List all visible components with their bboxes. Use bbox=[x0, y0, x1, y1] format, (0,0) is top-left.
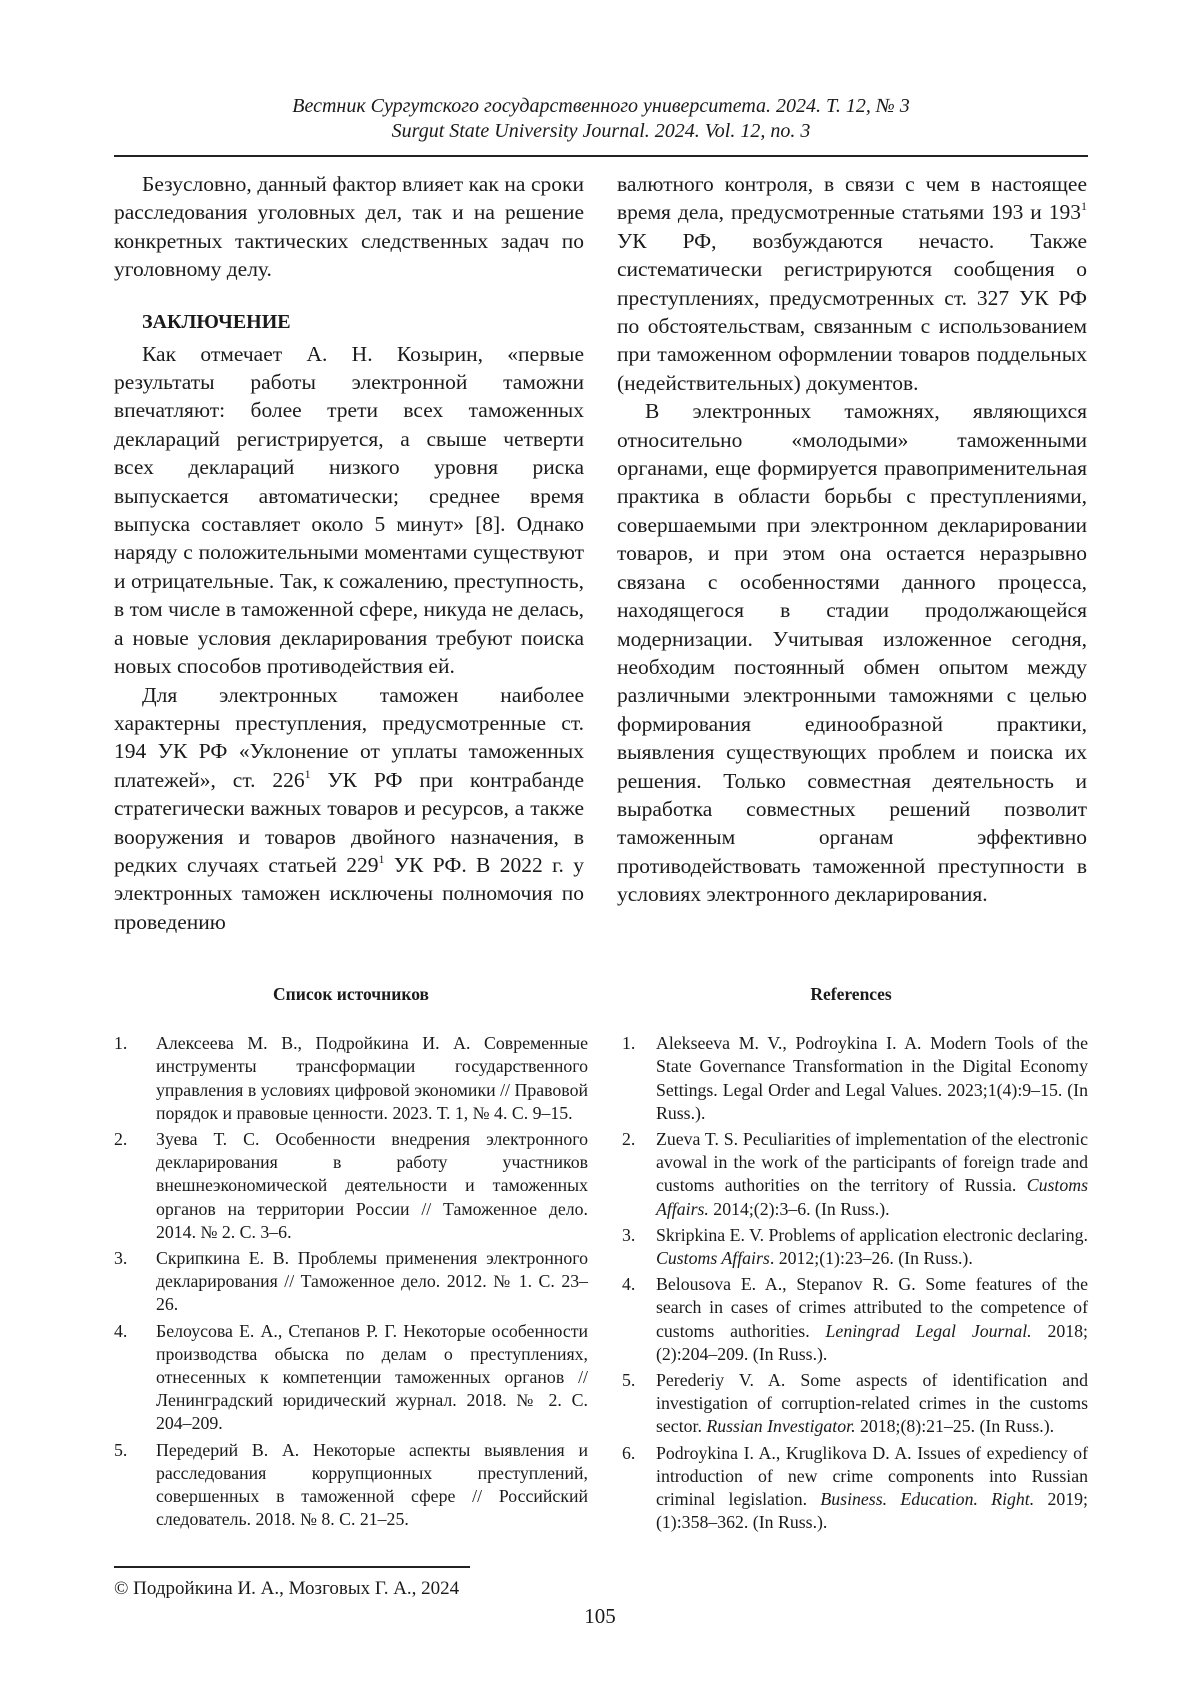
list-item: 1. Alekseeva M. V., Podroykina I. A. Modern Tools of the State Governance Transformation in the Digital Economy Settings. Legal Order and Legal Values. 2023;1(4):9–15. (In Russ.). bbox=[614, 1032, 1088, 1125]
copyright-footnote: © Подройкина И. А., Мозговых Г. А., 2024 bbox=[114, 1578, 459, 1600]
list-item: 6. Podroykina I. A., Kruglikova D. A. Issues of expediency of introduction of new crime components into Russian criminal legislation. Business. Education. Right. 2019;(1):358–362. (In Russ.). bbox=[614, 1442, 1088, 1535]
paragraph: Для электронных таможен наиболее характерны преступления, предусмотренные ст. 194 УК РФ «Уклонение от уплаты таможенных платежей», ст. 2261 УК РФ при контрабанде стратегически важных товаров и ресурсов, а также вооружения и товаров двойного назначения, в редких случаях статьей 2291 УК РФ. В 2022 г. у электронных таможен исключены полномочия по проведению bbox=[114, 681, 584, 937]
paragraph: Как отмечает А. Н. Козырин, «первые результаты работы электронной таможни впечатляют: более трети всех таможенных деклараций регистрируется, а свыше четверти всех деклараций низкого уровня риска выпускается автоматически; среднее время выпуска составляет около 5 минут» [8]. Однако наряду с положительными моментами существуют и отрицательные. Так, к сожалению, преступность, в том числе в таможенной сфере, никуда не делась, а новые условия декларирования требуют поиска новых способов противодействия ей. bbox=[114, 340, 584, 681]
list-item: 5. Передерий В. А. Некоторые аспекты выявления и расследования коррупционных преступлений, совершенных в таможенной сфере // Российский следователь. 2018. № 8. С. 21–25. bbox=[114, 1439, 588, 1532]
body-column-left bbox=[114, 170, 584, 936]
body-column-right bbox=[617, 170, 1087, 909]
journal-title-en: Surgut State University Journal. 2024. Vol. 12, no. 3 bbox=[114, 119, 1088, 144]
list-item: 5. Perederiy V. A. Some aspects of identification and investigation of corruption-related crimes in the customs sector. Russian Investigator. 2018;(8):21–25. (In Russ.). bbox=[614, 1369, 1088, 1439]
footnote-divider bbox=[114, 1566, 470, 1568]
paragraph: валютного контроля, в связи с чем в настоящее время дела, предусмотренные статьями 193 и 1931 УК РФ, возбуждаются нечасто. Также систематически регистрируются сообщения о преступлениях, предусмотренных ст. 327 УК РФ по обстоятельствам, связанным с использованием при таможенном оформлении товаров поддельных (недействительных) документов. bbox=[617, 170, 1087, 397]
references-title: References bbox=[614, 983, 1088, 1006]
page-number: 105 bbox=[0, 1604, 1200, 1629]
references-list bbox=[614, 1032, 1088, 1534]
journal-title-ru: Вестник Сургутского государственного университета. 2024. Т. 12, № 3 bbox=[114, 94, 1088, 119]
list-item: 2. Зуева Т. С. Особенности внедрения электронного декларирования в работу участников внешнеэкономической деятельности и таможенных органов на территории России // Таможенное дело. 2014. № 2. С. 3–6. bbox=[114, 1128, 588, 1244]
list-item: 3. Skripkina E. V. Problems of application electronic declaring. Customs Affairs. 2012;(1):23–26. (In Russ.). bbox=[614, 1224, 1088, 1270]
paragraph: В электронных таможнях, являющихся относительно «молодыми» таможенными органами, еще формируется правоприменительная практика в области борьбы с преступлениями, совершаемыми при электронном декларировании товаров, и при этом она остается неразрывно связана с особенностями данного процесса, находящегося в стадии продолжающейся модернизации. Учитывая изложенное сегодня, необходим постоянный обмен опытом между различными электронными таможнями с целью формирования единообразной практики, выявления существующих проблем и поиска их решения. Только совместная деятельность и выработка совместных решений позволит таможенным органам эффективно противодействовать таможенной преступности в условиях электронного декларирования. bbox=[617, 397, 1087, 908]
list-item: 4. Белоусова Е. А., Степанов Р. Г. Некоторые особенности производства обыска по делам о преступлениях, отнесенных к компетенции таможенных органов // Ленинградский юридический журнал. 2018. № 2. С. 204–209. bbox=[114, 1320, 588, 1436]
paragraph: Безусловно, данный фактор влияет как на сроки расследования уголовных дел, так и на решение конкретных тактических следственных задач по уголовному делу. bbox=[114, 170, 584, 284]
list-item: 3. Скрипкина Е. В. Проблемы применения электронного декларирования // Таможенное дело. 2012. № 1. С. 23–26. bbox=[114, 1247, 588, 1317]
list-item: 4. Belousova E. A., Stepanov R. G. Some features of the search in cases of crimes attributed to the competence of customs authorities. Leningrad Legal Journal. 2018;(2):204–209. (In Russ.). bbox=[614, 1273, 1088, 1366]
journal-header bbox=[114, 94, 1088, 144]
section-heading: ЗАКЛЮЧЕНИЕ bbox=[142, 308, 584, 336]
superscript: 1 bbox=[305, 767, 311, 781]
header-divider bbox=[114, 155, 1088, 157]
superscript: 1 bbox=[1081, 199, 1087, 213]
list-item: 1. Алексеева М. В., Подройкина И. А. Современные инструменты трансформации государственного управления в условиях цифровой экономики // Правовой порядок и правовые ценности. 2023. Т. 1, № 4. С. 9–15. bbox=[114, 1032, 588, 1125]
superscript: 1 bbox=[378, 852, 384, 866]
sources-list bbox=[114, 1032, 588, 1531]
list-item: 2. Zueva T. S. Peculiarities of implementation of the electronic avowal in the work of the participants of foreign trade and customs authorities on the territory of Russia. Customs Affairs. 2014;(2):3–6. (In Russ.). bbox=[614, 1128, 1088, 1221]
references-section bbox=[614, 983, 1088, 1537]
sources-title: Список источников bbox=[114, 983, 588, 1006]
sources-section bbox=[114, 983, 588, 1534]
